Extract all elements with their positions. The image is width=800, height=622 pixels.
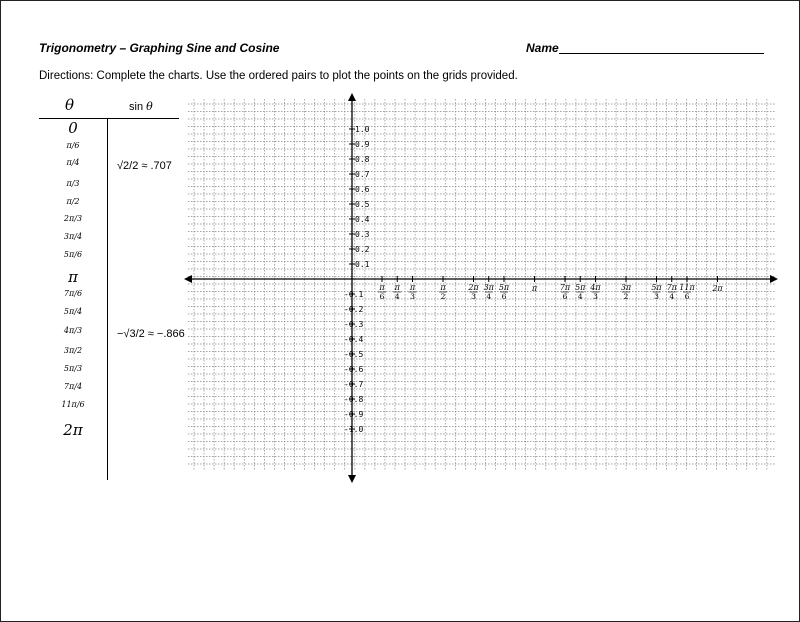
y-tick-label: -0.2 <box>344 305 364 314</box>
y-tick-label: 0.3 <box>355 230 370 239</box>
y-tick-label: 0.6 <box>355 185 370 194</box>
y-tick-label: 0.9 <box>355 140 370 149</box>
y-tick-label: 0.8 <box>355 155 370 164</box>
y-tick-label: -0.9 <box>344 410 364 419</box>
y-axis-arrow-down <box>348 475 356 483</box>
graph-grid <box>1 1 800 622</box>
x-tick-label-denominator: 4 <box>486 292 492 301</box>
y-tick-label: 0.2 <box>355 245 370 254</box>
x-tick-label-denominator: 2 <box>440 292 446 301</box>
y-axis-arrow-up <box>348 93 356 101</box>
x-tick-label: 7π <box>666 283 677 292</box>
x-tick-label-denominator: 2 <box>623 292 629 301</box>
x-tick-label: 7π <box>559 283 571 292</box>
x-tick-label: 5π <box>498 283 510 292</box>
theta-value: 5π/3 <box>63 364 83 373</box>
y-tick-label: -0.3 <box>344 320 364 329</box>
x-tick-label-denominator: 6 <box>684 292 690 301</box>
theta-value: 2π <box>63 421 83 439</box>
x-tick-label: 2π <box>712 284 723 293</box>
y-tick-label: -0.5 <box>344 350 364 359</box>
theta-value: 4π/3 <box>63 326 83 335</box>
y-tick-label: 0.5 <box>355 200 370 209</box>
y-tick-label: 0.1 <box>355 260 370 269</box>
y-tick-label: -0.7 <box>344 380 364 389</box>
x-tick-label: 2π <box>468 283 479 292</box>
x-tick-label: π <box>394 283 400 292</box>
x-tick-label-denominator: 3 <box>471 292 476 301</box>
y-tick-label: -0.8 <box>344 395 364 404</box>
theta-value: 0 <box>68 119 78 137</box>
x-tick-label-denominator: 3 <box>593 292 598 301</box>
y-tick-label: -0.1 <box>344 290 364 299</box>
x-tick-label-denominator: 3 <box>654 292 659 301</box>
theta-value: 5π/6 <box>63 250 83 259</box>
theta-value: 7π/6 <box>63 289 83 298</box>
x-tick-label: 3π <box>620 283 632 292</box>
x-tick-label-denominator: 4 <box>577 292 583 301</box>
theta-value: π <box>68 268 78 286</box>
directions-text: Directions: Complete the charts. Use the ordered pairs to plot the points on the grids provided. <box>39 70 518 82</box>
x-tick-label: π <box>379 283 385 292</box>
x-tick-label: 5π <box>575 283 586 292</box>
x-tick-label: 5π <box>651 283 662 292</box>
x-tick-label: 4π <box>590 283 601 292</box>
x-tick-label: 11π <box>679 283 695 292</box>
theta-value: π/2 <box>66 197 80 206</box>
x-tick-label-denominator: 3 <box>410 292 415 301</box>
theta-value: 5π/4 <box>63 307 83 316</box>
name-label: Name <box>526 41 559 55</box>
y-tick-label: -0.6 <box>344 365 364 374</box>
y-tick-label: 1.0 <box>355 125 370 134</box>
theta-value: 3π/2 <box>63 346 83 355</box>
x-tick-label: π <box>440 283 446 292</box>
x-tick-label-denominator: 6 <box>501 292 507 301</box>
sin-column-header: sin θ <box>129 100 153 113</box>
theta-column-header: θ <box>65 96 75 114</box>
y-tick-label: 0.7 <box>355 170 370 179</box>
x-tick-label: π <box>531 284 538 293</box>
theta-value: π/6 <box>66 141 80 150</box>
y-tick-label: -1.0 <box>344 425 364 434</box>
theta-value: 3π/4 <box>63 232 83 241</box>
x-tick-label: 3π <box>483 283 494 292</box>
theta-value: π/4 <box>66 158 80 167</box>
theta-value: π/3 <box>66 179 80 188</box>
y-tick-label: -0.4 <box>344 335 364 344</box>
sin-value-cell[interactable]: −√3/2 ≈ −.866 <box>117 328 185 340</box>
theta-value: 7π/4 <box>63 382 83 391</box>
x-tick-label: π <box>409 283 416 292</box>
theta-value: 11π/6 <box>61 400 85 409</box>
x-tick-label-denominator: 4 <box>669 292 675 301</box>
worksheet-title: Trigonometry – Graphing Sine and Cosine <box>39 41 280 55</box>
x-tick-label-denominator: 6 <box>562 292 568 301</box>
x-tick-label-denominator: 6 <box>379 292 385 301</box>
x-tick-label-denominator: 4 <box>394 292 400 301</box>
theta-value: 2π/3 <box>63 214 83 223</box>
y-tick-label: 0.4 <box>355 215 370 224</box>
sin-value-cell[interactable]: √2/2 ≈ .707 <box>117 160 172 172</box>
